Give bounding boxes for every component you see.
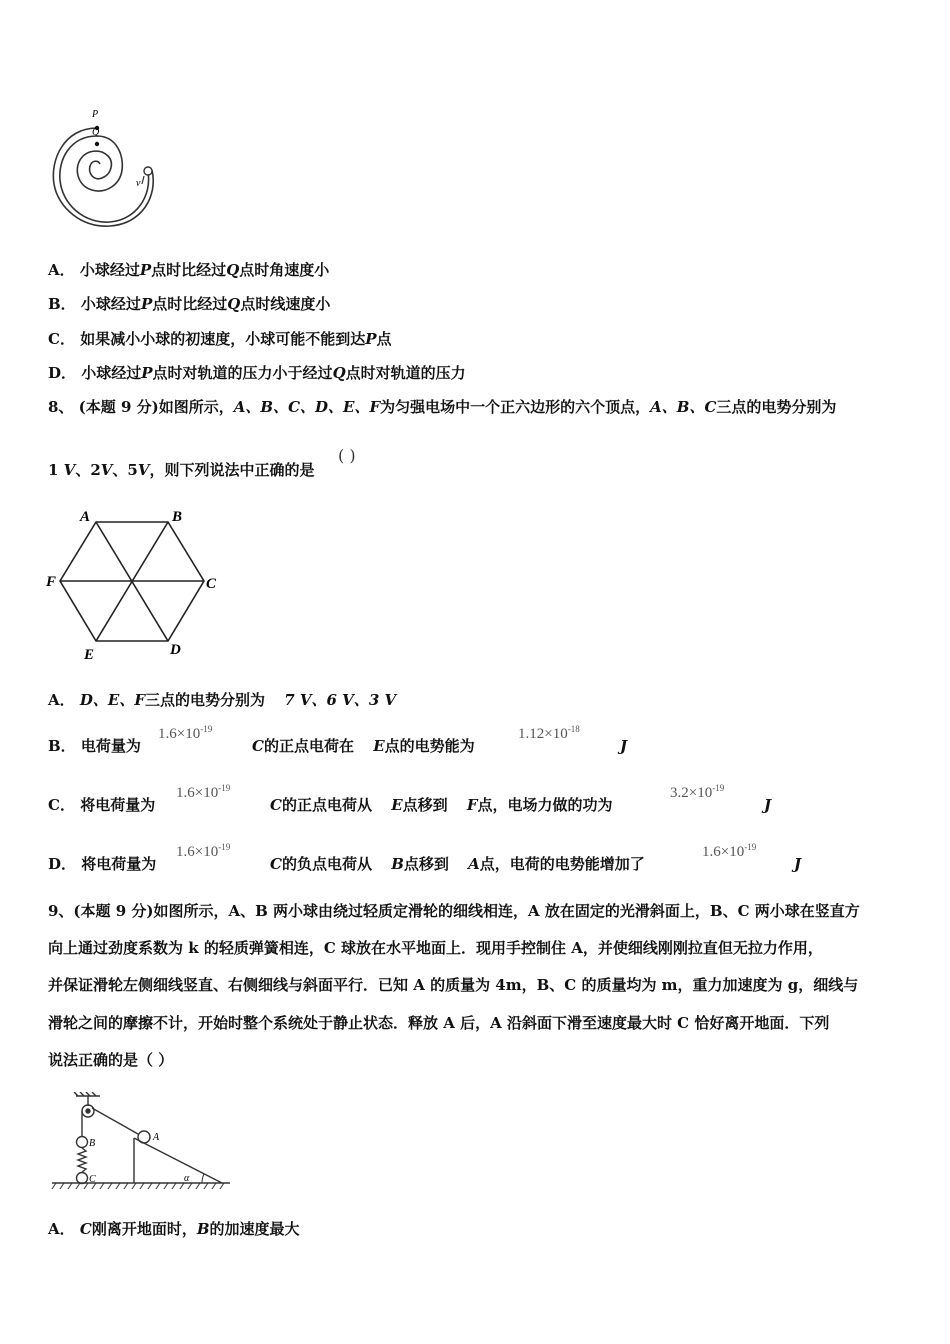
q8-option-a[interactable] (48, 690, 396, 710)
option-text: 的正点电荷在 (263, 737, 354, 755)
label-a: A (153, 1132, 160, 1143)
var-q: Q (226, 261, 240, 279)
option-text: 将电荷量为 (80, 796, 156, 814)
var-q: Q (332, 364, 346, 382)
option-letter: B． (48, 737, 76, 755)
label-alpha: α (184, 1173, 190, 1184)
var-e: E (373, 737, 385, 755)
label-b: B (89, 1138, 96, 1149)
work-value: $3.2\times 10^{-19}$ (670, 783, 725, 801)
option-letter: D． (48, 364, 77, 382)
option-letter: D． (48, 855, 77, 873)
option-text: 点移到 (402, 796, 448, 814)
stem-text: 为匀强电场中一个正六边形的六个顶点， (380, 398, 651, 416)
spring (78, 1148, 86, 1172)
var-p: P (139, 261, 152, 279)
option-letter: A． (48, 1220, 75, 1238)
vertex-f-label: F (46, 574, 57, 590)
option-text: 点时线速度小 (240, 295, 331, 313)
question-number: 8、 (48, 398, 74, 416)
ball-circle (144, 167, 152, 175)
unit-j: J (620, 737, 628, 755)
q8-option-c[interactable] (48, 795, 155, 815)
option-text: 小球经过 (81, 364, 142, 382)
var-f: F (466, 796, 478, 814)
var-b: B (391, 855, 404, 873)
q9-stem-line2: 向上通过劲度系数为 k 的轻质弹簧相连，C 球放在水平地面上．现用手控制住 A，并使细线刚刚拉直但无拉力作用， (48, 939, 823, 957)
ball-b (77, 1137, 88, 1148)
spiral-track-figure (52, 104, 162, 228)
var-p: P (140, 295, 153, 313)
var-q: Q (227, 295, 241, 313)
stem-text: 1 (48, 461, 59, 479)
vertex-e-label: E (84, 647, 95, 663)
label-c: C (89, 1174, 96, 1185)
ball-c (77, 1173, 88, 1184)
q9-stem-line3: 并保证滑轮左侧细线竖直、右侧细线与斜面平行．已知 A 的质量为 4m，B、C 的质量均为 m，重力加速度为 g，细线与 (48, 976, 859, 994)
option-text: 点的电势能为 (384, 737, 475, 755)
stem-vars: A、B、C (650, 398, 717, 416)
option-text: 点时对轨道的压力小于经过 (152, 364, 333, 382)
unit-c: C (270, 796, 282, 814)
option-text: 三点的电势分别为 (144, 691, 265, 709)
label-v: v (136, 178, 141, 189)
label-q: Q (92, 127, 100, 138)
q7-option-a[interactable] (48, 260, 329, 280)
q8-option-c-rest1 (270, 795, 613, 815)
stem-vars: A、B、C、D、E、F (233, 398, 381, 416)
option-vars: D、E、F (79, 691, 145, 709)
hexagon-diagram (44, 504, 224, 664)
point-q-dot (95, 142, 99, 146)
option-text: 刚离开地面时， (91, 1220, 197, 1238)
label-p: P (92, 109, 99, 120)
energy-value: $1.12\times 10^{-18}$ (518, 724, 580, 742)
option-text: 的加速度最大 (209, 1220, 300, 1238)
spiral-track-diagram (52, 104, 162, 228)
vertex-b-label: B (172, 509, 183, 525)
q7-option-b[interactable] (48, 294, 330, 314)
option-letter: C． (48, 796, 75, 814)
stem-text: 三点的电势分别为 (716, 398, 837, 416)
q9-option-a[interactable] (48, 1219, 300, 1239)
option-text: 将电荷量为 (81, 855, 157, 873)
velocity-arrow (142, 176, 144, 184)
var-e: E (391, 796, 403, 814)
option-letter: A． (48, 261, 75, 279)
q8-stem-line2 (48, 460, 314, 480)
q8-option-b-rest1 (252, 736, 475, 756)
stem-text: (本题 9 分)如图所示， (78, 398, 234, 416)
spiral-inner-path (77, 136, 122, 191)
option-letter: C． (48, 330, 75, 348)
option-text: 电荷量为 (80, 737, 141, 755)
incline-pulley-figure (50, 1092, 235, 1192)
charge-value: $1.6\times 10^{-19}$ (158, 724, 213, 742)
unit-j: J (794, 855, 802, 873)
var-a: A (468, 855, 480, 873)
charge-value: $1.6\times 10^{-19}$ (176, 783, 231, 801)
option-text: 小球经过 (80, 295, 141, 313)
option-text: 点时角速度小 (239, 261, 330, 279)
option-letter: A． (48, 691, 75, 709)
option-value: 7 V、6 V、3 V (284, 691, 397, 709)
option-text: 的负点电荷从 (281, 855, 372, 873)
q9-stem-line5: 说法正确的是（ ） (48, 1051, 174, 1069)
q7-option-c[interactable] (48, 329, 392, 349)
q8-option-b[interactable] (48, 736, 141, 756)
unit-v: V (137, 461, 150, 479)
incline-slope (134, 1138, 222, 1183)
stem-text: 、5 (112, 461, 138, 479)
option-text: 点，电场力做的功为 (477, 796, 613, 814)
vertex-c-label: C (206, 576, 217, 592)
energy-increase-value: $1.6\times 10^{-19}$ (702, 842, 757, 860)
q9-stem-line4: 滑轮之间的摩擦不计，开始时整个系统处于静止状态．释放 A 后，A 沿斜面下滑至速度最大时 C 恰好离开地面．下列 (48, 1014, 830, 1032)
option-text: 的正点电荷从 (281, 796, 372, 814)
vertex-d-label: D (170, 642, 181, 658)
var-c: C (79, 1220, 92, 1238)
option-text: 点时比经过 (151, 261, 227, 279)
unit-v: V (63, 461, 76, 479)
stem-text: 、2 (75, 461, 101, 479)
unit-c: C (270, 855, 282, 873)
var-p: P (141, 364, 153, 382)
option-text: 点 (376, 330, 392, 348)
stem-text: ，则下列说法中正确的是 (149, 461, 315, 479)
vertex-a-label: A (80, 509, 91, 525)
q7-option-d[interactable] (48, 363, 466, 383)
hexagon-figure (44, 504, 224, 664)
option-text: 点时对轨道的压力 (345, 364, 466, 382)
unit-c: C (252, 737, 264, 755)
q8-option-d[interactable] (48, 854, 156, 874)
angle-arc (202, 1174, 204, 1183)
option-text: 点时比经过 (152, 295, 228, 313)
charge-value: $1.6\times 10^{-19}$ (176, 842, 231, 860)
answer-paren: ( ) (338, 446, 356, 465)
q8-stem-line1 (48, 397, 836, 417)
incline-pulley-diagram (50, 1092, 235, 1192)
option-text: 小球经过 (79, 261, 140, 279)
unit-v: V (100, 461, 113, 479)
option-letter: B． (48, 295, 76, 313)
option-text: 点，电荷的电势能增加了 (479, 855, 645, 873)
option-text: 如果减小小球的初速度，小球可能不能到达 (80, 330, 366, 348)
q8-option-d-rest1 (270, 854, 645, 874)
string-right (92, 1108, 138, 1134)
var-p: P (365, 330, 377, 348)
unit-j: J (764, 796, 772, 814)
q9-stem-line1: 9、(本题 9 分)如图所示，A、B 两小球由绕过轻质定滑轮的细线相连，A 放在固定的光滑斜面上，B、C 两小球在竖直方 (48, 902, 860, 920)
option-text: 点移到 (403, 855, 449, 873)
var-b: B (196, 1220, 210, 1238)
